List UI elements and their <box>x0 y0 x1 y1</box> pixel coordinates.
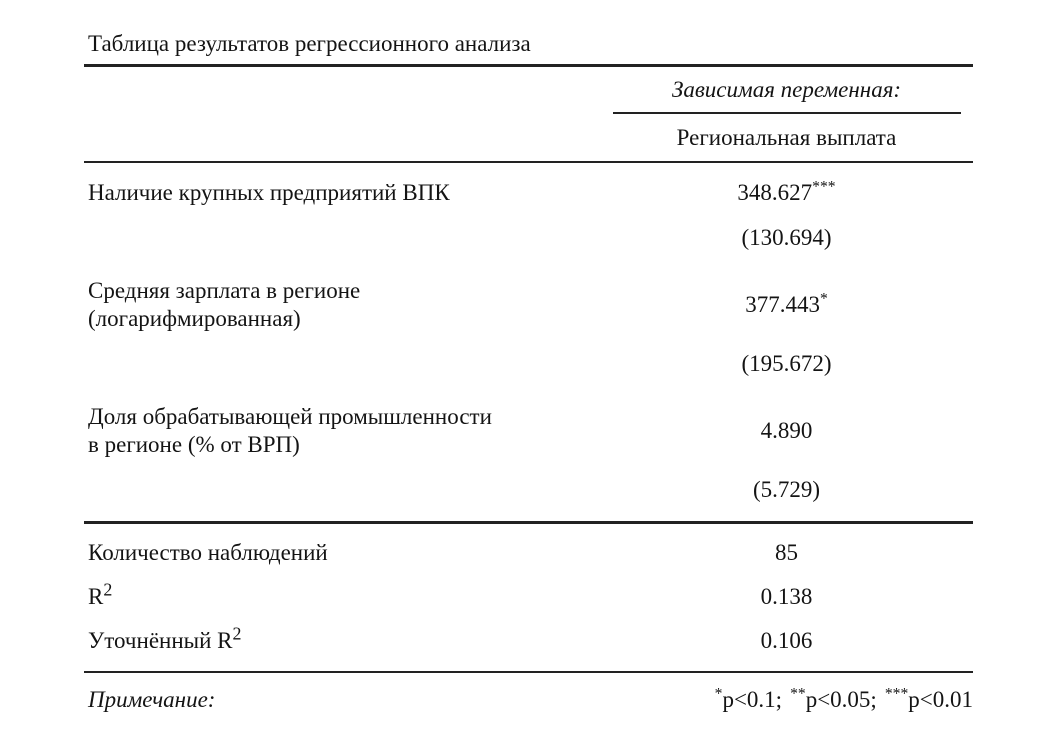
note-stars: *** <box>884 685 909 703</box>
coefficient-label <box>84 277 600 333</box>
coefficient-label-line: Доля обрабатывающей промышленности <box>88 404 492 429</box>
significance-stars: *** <box>812 178 836 196</box>
note-item <box>885 687 973 712</box>
dependent-variable-underline <box>613 112 961 114</box>
regression-table <box>84 28 973 713</box>
std-error-value: (195.672) <box>741 351 832 376</box>
stat-value: 0.106 <box>760 627 813 653</box>
dependent-variable-name: Региональная выплата <box>676 124 897 150</box>
empty-header-cell <box>84 77 600 103</box>
coefficient-row <box>84 179 973 251</box>
dependent-variable-header-row <box>84 67 973 112</box>
significance-stars: * <box>819 290 828 308</box>
note-threshold: p<0.01 <box>908 687 973 712</box>
table-title: Таблица результатов регрессионного анализа <box>88 31 531 56</box>
stat-value: 0.138 <box>760 583 813 609</box>
note-label: Примечание: <box>88 687 216 712</box>
coefficient-label-line: Средняя зарплата в регионе <box>88 278 361 303</box>
note-row <box>84 673 973 713</box>
stat-label-text: Количество наблюдений <box>88 539 328 565</box>
stat-value: 85 <box>775 539 798 565</box>
coefficient-label-line: (логарифмированная) <box>88 306 301 331</box>
stat-label <box>84 578 600 610</box>
coefficients <box>84 163 973 521</box>
std-error-row <box>84 351 973 377</box>
dependent-variable-name-row <box>84 114 973 161</box>
coefficient-label-line: Наличие крупных предприятий ВПК <box>88 180 450 205</box>
partial-rule-row <box>84 112 973 114</box>
coefficient-top <box>84 277 973 333</box>
estimate-value: 4.890 <box>760 418 813 443</box>
stat-label-superscript: 2 <box>103 578 113 599</box>
coefficient-row <box>84 277 973 377</box>
significance-note <box>384 687 973 713</box>
coefficient-estimate <box>600 292 973 318</box>
std-error-value: (130.694) <box>741 225 832 250</box>
empty-cell <box>84 351 600 377</box>
stat-label-text: Уточнённый R <box>88 627 233 653</box>
empty-cell <box>84 477 600 503</box>
std-error-row <box>84 225 973 251</box>
stat-label <box>84 622 600 654</box>
note-stars: ** <box>790 685 806 703</box>
coefficient-label <box>84 403 600 459</box>
dependent-variable-label: Зависимая переменная: <box>671 76 902 102</box>
coefficient-top <box>84 403 973 459</box>
coefficient-estimate <box>600 180 973 206</box>
coefficient-row <box>84 403 973 503</box>
std-error-row <box>84 477 973 503</box>
note-threshold: p<0.05; <box>805 687 877 712</box>
stat-label <box>84 540 600 566</box>
std-error-value: (5.729) <box>752 477 821 502</box>
stat-label-superscript: 2 <box>232 622 242 643</box>
note-item <box>715 687 782 712</box>
stat-row <box>84 624 973 658</box>
empty-cell <box>84 225 600 251</box>
coefficient-estimate <box>600 418 973 444</box>
note-stars: * <box>714 685 723 703</box>
estimate-value: 348.627 <box>737 180 813 205</box>
estimate-value: 377.443 <box>745 292 820 317</box>
stat-row <box>84 536 973 570</box>
stat-label-text: R <box>88 583 104 609</box>
coefficient-label-line: в регионе (% от ВРП) <box>88 432 300 457</box>
stat-row <box>84 580 973 614</box>
coefficient-label <box>84 179 600 207</box>
coefficient-top <box>84 179 973 207</box>
note-threshold: p<0.1; <box>722 687 783 712</box>
note-item <box>790 687 877 712</box>
stats <box>84 524 973 671</box>
